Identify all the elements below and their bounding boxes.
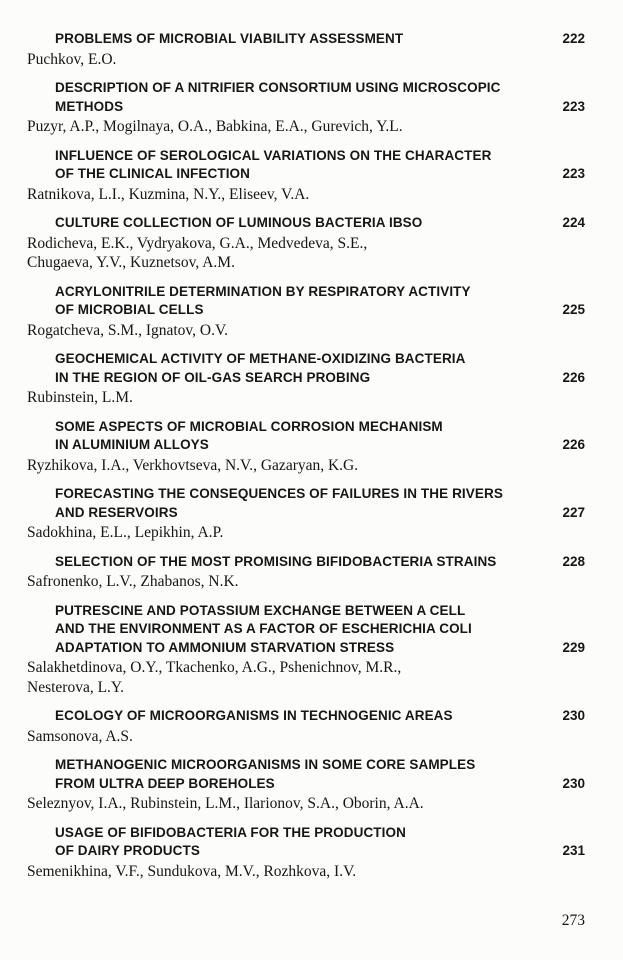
toc-entry	[27, 602, 585, 698]
author-line: Seleznyov, I.A., Rubinstein, L.M., Ilarionov, S.A., Oborin, A.A.	[27, 795, 424, 812]
entry-title	[55, 756, 475, 793]
author-line: Sadokhina, E.L., Lepikhin, A.P.	[27, 524, 224, 541]
entry-page-number: 227	[562, 504, 585, 520]
entry-authors	[27, 388, 585, 408]
entry-head	[27, 214, 585, 233]
toc-entry	[27, 485, 585, 543]
entry-page-number: 231	[562, 843, 585, 858]
entry-head	[27, 824, 585, 861]
title-line: USAGE OF BIFIDOBACTERIA FOR THE PRODUCTION	[55, 824, 406, 840]
entry-title	[55, 602, 472, 658]
title-line: AND RESERVOIRS	[55, 504, 178, 520]
entry-title	[55, 824, 406, 861]
title-line: FROM ULTRA DEEP BOREHOLES	[55, 775, 275, 791]
author-line: Rubinstein, L.M.	[27, 389, 133, 406]
title-line: AND THE ENVIRONMENT AS A FACTOR OF ESCHERICHIA COLI	[55, 621, 472, 636]
toc-entry	[27, 214, 585, 273]
title-line: OF DAIRY PRODUCTS	[55, 843, 200, 858]
entry-title	[55, 30, 403, 49]
toc-entry	[27, 283, 585, 341]
entry-head	[27, 147, 585, 184]
entry-authors	[27, 234, 585, 273]
entry-page-number: 223	[562, 98, 585, 114]
author-line: Rodicheva, E.K., Vydryakova, G.A., Medvedeva, S.E.,	[27, 234, 368, 252]
entry-authors	[27, 572, 585, 592]
title-line: OF THE CLINICAL INFECTION	[55, 166, 250, 181]
entry-title	[55, 283, 471, 320]
title-line: SOME ASPECTS OF MICROBIAL CORROSION MECHANISM	[55, 418, 443, 434]
title-line: FORECASTING THE CONSEQUENCES OF FAILURES IN THE RIVERS	[55, 486, 503, 501]
entry-page-number: 228	[562, 553, 585, 569]
author-line: Semenikhina, V.F., Sundukova, M.V., Rozhkova, I.V.	[27, 862, 357, 880]
entry-authors	[27, 794, 585, 814]
entry-head	[27, 418, 585, 455]
entry-authors	[27, 321, 585, 341]
toc-entry	[27, 824, 585, 882]
toc-entry	[27, 756, 585, 814]
entry-title	[55, 214, 422, 233]
entry-authors	[27, 862, 585, 882]
author-line: Rogatcheva, S.M., Ignatov, O.V.	[27, 321, 229, 339]
entry-head	[27, 602, 585, 658]
entry-authors	[27, 727, 585, 747]
toc-entry	[27, 553, 585, 592]
entry-page-number: 224	[562, 215, 585, 230]
title-line: PROBLEMS OF MICROBIAL VIABILITY ASSESSMENT	[55, 31, 404, 46]
entry-head	[27, 283, 585, 320]
entry-title	[55, 147, 491, 184]
title-line: ECOLOGY OF MICROORGANISMS IN TECHNOGENIC AREAS	[55, 708, 453, 723]
title-line: CULTURE COLLECTION OF LUMINOUS BACTERIA IBSO	[55, 215, 423, 230]
entry-authors	[27, 117, 585, 137]
entry-page-number: 226	[562, 437, 585, 452]
title-line: ACRYLONITRILE DETERMINATION BY RESPIRATORY ACTIVITY	[55, 283, 471, 299]
title-line: GEOCHEMICAL ACTIVITY OF METHANE-OXIDIZING BACTERIA	[55, 351, 466, 366]
toc-entry	[27, 79, 585, 137]
entry-authors	[27, 50, 585, 70]
author-line: Nesterova, L.Y.	[27, 678, 124, 696]
author-line: Ratnikova, L.I., Kuzmina, N.Y., Eliseev, V.A.	[27, 185, 310, 203]
entry-authors	[27, 523, 585, 543]
author-line: Ryzhikova, I.A., Verkhovtseva, N.V., Gazaryan, K.G.	[27, 456, 359, 474]
title-line: OF MICROBIAL CELLS	[55, 302, 204, 317]
entry-head	[27, 350, 585, 387]
entry-head	[27, 30, 585, 49]
entry-page-number: 226	[562, 369, 585, 385]
entry-head	[27, 553, 585, 572]
title-line: DESCRIPTION OF A NITRIFIER CONSORTIUM USING MICROSCOPIC	[55, 80, 501, 95]
title-line: IN THE REGION OF OIL-GAS SEARCH PROBING	[55, 369, 371, 385]
entry-head	[27, 756, 585, 793]
entry-authors	[27, 658, 585, 697]
toc-entry	[27, 350, 585, 408]
title-line: SELECTION OF THE MOST PROMISING BIFIDOBACTERIA STRAINS	[55, 553, 497, 569]
author-line: Salakhetdinova, O.Y., Tkachenko, A.G., Pshenichnov, M.R.,	[27, 659, 402, 676]
entry-page-number: 229	[562, 639, 585, 655]
page-folio: 273	[561, 912, 585, 929]
author-line: Chugaeva, Y.V., Kuznetsov, A.M.	[27, 254, 235, 271]
entry-title	[55, 79, 501, 116]
entry-authors	[27, 185, 585, 205]
toc-entry	[27, 147, 585, 205]
entry-page-number: 225	[562, 302, 585, 317]
entry-title	[55, 418, 443, 455]
entry-title	[55, 485, 503, 522]
author-line: Puzyr, A.P., Mogilnaya, O.A., Babkina, E.A., Gurevich, Y.L.	[27, 118, 403, 135]
entry-page-number: 230	[562, 708, 585, 723]
title-line: PUTRESCINE AND POTASSIUM EXCHANGE BETWEEN A CELL	[55, 602, 466, 618]
title-line: INFLUENCE OF SEROLOGICAL VARIATIONS ON THE CHARACTER	[55, 147, 492, 163]
toc-list	[27, 30, 585, 881]
title-line: METHANOGENIC MICROORGANISMS IN SOME CORE SAMPLES	[55, 757, 476, 772]
toc-entry	[27, 30, 585, 69]
author-line: Puchkov, E.O.	[27, 50, 117, 68]
entry-title	[55, 350, 466, 387]
title-line: METHODS	[55, 98, 124, 114]
title-line: ADAPTATION TO AMMONIUM STARVATION STRESS	[55, 639, 395, 655]
entry-head	[27, 485, 585, 522]
toc-entry	[27, 707, 585, 746]
entry-page-number: 230	[562, 775, 585, 791]
entry-head	[27, 707, 585, 726]
author-line: Samsonova, A.S.	[27, 727, 133, 745]
entry-title	[55, 553, 496, 572]
entry-title	[55, 707, 453, 726]
entry-authors	[27, 456, 585, 476]
toc-entry	[27, 418, 585, 476]
entry-head	[27, 79, 585, 116]
author-line: Safronenko, L.V., Zhabanos, N.K.	[27, 573, 239, 590]
title-line: IN ALUMINIUM ALLOYS	[55, 437, 209, 452]
entry-page-number: 222	[562, 31, 585, 46]
entry-page-number: 223	[562, 166, 585, 181]
